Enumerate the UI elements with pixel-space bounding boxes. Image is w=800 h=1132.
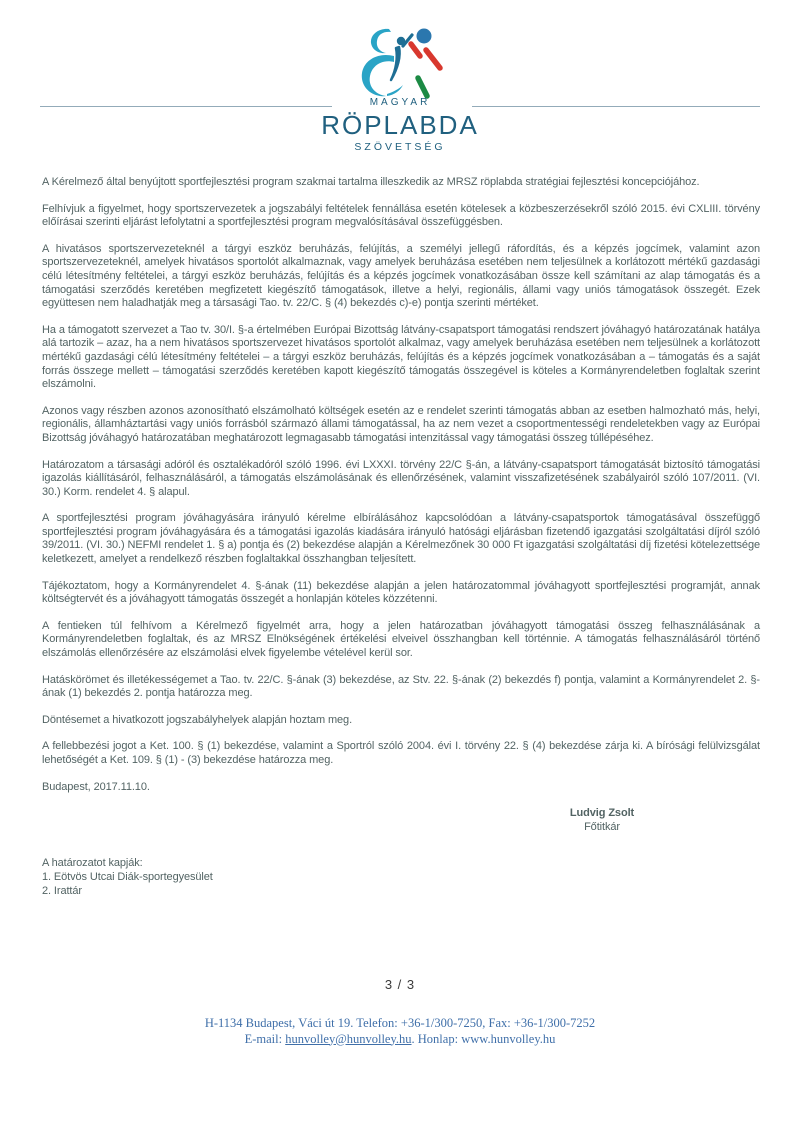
paragraph-usage-rules: A fentieken túl felhívom a Kérelmező figyelmét arra, hogy a jelen határozatban jóváhagyott támogatási összeg felhasználásának a Kormányrendeletben foglaltak, és az MRSZ Elnökségének értékelési elveivel összhangban kell történnie. A támogatás felhasználásáról történő elszámolás ellenőrzésére az elszámolási elvek figyelembe vételével kerül sor. <box>42 619 760 660</box>
paragraph-eu-commission-scope: Ha a támogatott szervezet a Tao tv. 30/I. §-a értelmében Európai Bizottság látvány-csapatsport támogatási rendszert jóváhagyó határozatának hatálya alá tartozik – azaz, ha a nem hivatásos sportszervezet hivatásos sportolót alkalmaz, vagy amelyek beruházása esetében nem teljesülnek a korlátozott mértékű gazdasági célú létesítmény feltételei – a tárgyi eszköz beruházás, felújítás és a képzés jogcímek vonatkozásában a – támogatás és a saját forrás összege mellett – támogatási szerződés keretében kapott kiegészítő támogatás összegével is köteles a Kormányrendeletben foglaltak szerint elszámolni. <box>42 323 760 391</box>
paragraph-legal-basis: Határozatom a társasági adóról és osztalékadóról szóló 1996. évi LXXXI. törvény 22/C §-án, a látvány-csapatsport támogatását biztosító támogatási igazolás kiállításáról, felhasználásáról, a támogatás elszámolásának és ellenőrzésének, valamint visszafizetésének szabályairól szóló 107/2011. (VI. 30.) Korm. rendelet 4. § alapul. <box>42 458 760 498</box>
paragraph-professional-orgs: A hivatásos sportszervezeteknél a tárgyi eszköz beruházás, felújítás, a személyi jellegű ráfordítás, és a képzés jogcímek, valamint azon sportszervezeteknél, amelyek hivatásos sportolót alkalmaznak, vagy amelyek beruházása esetében nem teljesülnek a korlátozott mértékű gazdasági célú létesítmény feltételei, a tárgyi eszköz beruházás, felújítás és a képzés jogcímek vonatkozásában össze kell számítani az alap támogatás és a támogatási szerződés keretében megfizetett kiegészítő támogatások, illetve a helyi, regionális, állami vagy uniós támogatások összegét. Ezek együttesen nem haladhatják meg a társasági Tao. tv. 22/C. § (4) bekezdés c)-e) pontja szerinti mértéket. <box>42 242 760 310</box>
signatory-title: Főtitkár <box>584 820 620 833</box>
paragraph-public-procurement: Felhívjuk a figyelmet, hogy sportszervezetek a jogszabályi feltételek fennállása esetén kötelesek a közbeszerzésekről szóló 2015. évi CXLIII. törvény előírásai szerinti eljárást lefolytatni a sportfejlesztési program megvalósításával összefüggésben. <box>42 202 760 229</box>
logo-wordmark <box>0 98 800 153</box>
logo-word-magyar: MAGYAR <box>369 97 431 108</box>
page-number: 3 / 3 <box>384 977 416 992</box>
signatory-name: Ludvig Zsolt <box>569 807 635 820</box>
paragraph-appeal-rights: A fellebbezési jogot a Ket. 100. § (1) bekezdése, valamint a Sportról szóló 2004. évi I. törvény 22. § (4) bekezdése zárja ki. A bírósági felülvizsgálat lehetőségét a Ket. 109. § (1) - (3) bekezdése határozza meg. <box>42 740 760 766</box>
footer-contact-line <box>0 1032 800 1048</box>
recipients-heading: A határozatot kapják: <box>42 857 143 870</box>
document-body <box>42 176 760 898</box>
volleyball-federation-logo-icon <box>342 26 460 102</box>
logo-word-szovetseg: SZÖVETSÉG <box>354 141 446 153</box>
paragraph-admin-fee: A sportfejlesztési program jóváhagyására irányuló kérelme elbírálásához kapcsolódóan a látvány-csapatsportok támogatásával összefüggő sportfejlesztési program jóváhagyására és a támogatási igazolás kiadására irányuló hatósági eljárásban fizetendő igazgatási szolgáltatási díjról szóló 39/2011. (VI. 30.) NEFMI rendelet 1. § a) pontja és (2) bekezdése alapján a Kérelmezőnek 30 000 Ft igazgatási szolgáltatási díj fizetési kötelezettsége keletkezett, amelyet a rendelkező részben foglaltakkal összhangban teljesített. <box>42 512 760 566</box>
paragraph-decision-basis: Döntésemet a hivatkozott jogszabályhelyek alapján hoztam meg. <box>42 713 353 726</box>
footer-address-line: H-1134 Budapest, Váci út 19. Telefon: +36-1/300-7250, Fax: +36-1/300-7252 <box>204 1016 596 1030</box>
recipients-block <box>42 857 760 898</box>
footer <box>0 1016 800 1047</box>
footer-email-label: E-mail: <box>244 1031 286 1046</box>
signature-block <box>517 807 687 834</box>
date-line: Budapest, 2017.11.10. <box>42 780 150 793</box>
footer-website-text: www.hunvolley.hu <box>461 1031 556 1046</box>
recipient-item: 1. Eötvös Utcai Diák-sportegyesület <box>42 870 213 883</box>
paragraph-aid-accumulation: Azonos vagy részben azonos azonosítható elszámolható költségek esetén az e rendelet szerinti támogatás abban az esetben halmozható más, helyi, regionális, államháztartási vagy uniós forrásból származó állami támogatással, ha az nem vezet a csoportmentességi rendeletekben vagy az Európai Bizottság jóváhagyó határozatában meghatározott legmagasabb támogatási intenzitással vagy támogatási összeg túllépéséhez. <box>42 404 760 444</box>
footer-email-link[interactable]: hunvolley@hunvolley.hu <box>285 1031 412 1046</box>
paragraph-publication-duty: Tájékoztatom, hogy a Kormányrendelet 4. §-ának (11) bekezdése alapján a jelen határozatommal jóváhagyott sportfejlesztési programját, annak költségtervét és a jóváhagyott támogatás összegét a honlapján köteles közzétenni. <box>42 579 760 606</box>
paragraph-jurisdiction: Hatáskörömet és illetékességemet a Tao. tv. 22/C. §-ának (3) bekezdése, az Stv. 22. §-ának (2) bekezdés f) pontja, valamint a Kormányrendelet 2. §-ának (1) bekezdés 2. pontja határozza meg. <box>42 673 760 700</box>
recipient-item: 2. Irattár <box>42 884 82 897</box>
footer-homepage-label: . Honlap: <box>411 1031 462 1046</box>
paragraph-program-fit: A Kérelmező által benyújtott sportfejlesztési program szakmai tartalma illeszkedik az MRSZ röplabda stratégiai fejlesztési koncepciójához. <box>42 176 700 188</box>
logo-word-roplabda: RÖPLABDA <box>321 110 479 140</box>
